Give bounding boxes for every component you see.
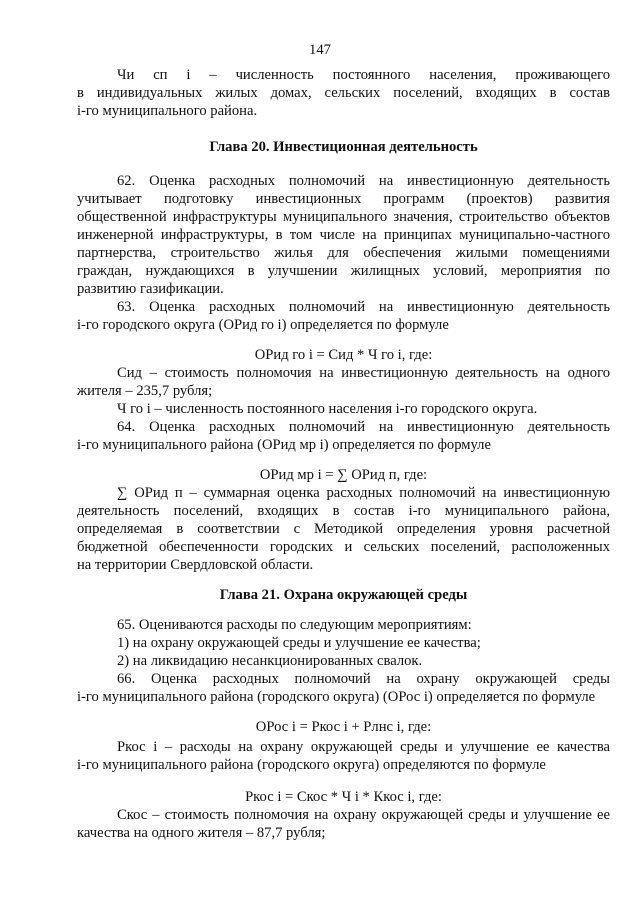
text-line: i-го муниципального района (городского округа) определяются по формуле: [77, 757, 546, 773]
text-line: Ч го i – численность постоянного населения i-го городского округа.: [117, 401, 538, 417]
page-number: 147: [309, 42, 331, 58]
text-line: Сид – стоимость полномочия на инвестиционную деятельность на одного: [117, 365, 610, 381]
formula: ОРид го i = Сид * Ч го i, где:: [254, 347, 433, 363]
text-line: граждан, нуждающихся в улучшении жилищных условий, мероприятия по: [77, 263, 610, 279]
text-line: 63. Оценка расходных полномочий на инвестиционную деятельность: [117, 299, 610, 315]
text-line: 2) на ликвидацию несанкционированных свалок.: [117, 653, 423, 669]
text-line: Ркос i – расходы на охрану окружающей среды и улучшение ее качества: [117, 739, 610, 755]
text-line: на территории Свердловской области.: [77, 557, 314, 573]
formula: Ркос i = Скос * Ч i * Ккос i, где:: [245, 789, 442, 805]
text-line: i-го муниципального района (ОРид мр i) определяется по формуле: [77, 437, 491, 453]
text-line: в индивидуальных жилых домах, сельских поселений, входящих в состав: [77, 85, 610, 101]
text-line: качества на одного жителя – 87,7 рубля;: [77, 825, 326, 841]
text-line: жителя – 235,7 рубля;: [77, 383, 213, 399]
text-line: учитывает подготовку инвестиционных программ (проектов) развития: [77, 191, 610, 207]
text-line: i-го муниципального района.: [77, 103, 258, 119]
text-line: Чи сп i – численность постоянного населения, проживающего: [117, 67, 610, 83]
text-line: 66. Оценка расходных полномочий на охрану окружающей среды: [117, 671, 610, 687]
text-line: 65. Оцениваются расходы по следующим мероприятиям:: [117, 617, 472, 633]
chapter-heading: Глава 21. Охрана окружающей среды: [219, 587, 468, 603]
text-line: Скос – стоимость полномочия на охрану окружающей среды и улучшение ее: [117, 807, 610, 823]
text-line: i-го городского округа (ОРид го i) определяется по формуле: [77, 317, 449, 333]
text-line: i-го муниципального района (городского округа) (ОРос i) определяется по формуле: [77, 689, 596, 705]
text-line: инженерной инфраструктуры, в том числе на принципах муниципально-частного: [77, 227, 610, 243]
formula: ОРос i = Ркос i + Рлнс i, где:: [255, 719, 432, 735]
chapter-heading: Глава 20. Инвестиционная деятельность: [209, 139, 478, 155]
text-line: определяемая в соответствии с Методикой определения уровня расчетной: [77, 521, 610, 537]
text-line: деятельность поселений, входящих в состав i-го муниципального района,: [77, 503, 610, 519]
text-line: 62. Оценка расходных полномочий на инвестиционную деятельность: [117, 173, 610, 189]
text-line: бюджетной обеспеченности городских и сельских поселений, расположенных: [77, 539, 610, 555]
text-line: развитию газификации.: [77, 281, 224, 297]
text-line: ∑ ОРид п – суммарная оценка расходных полномочий на инвестиционную: [117, 485, 610, 501]
text-line: партнерства, строительство жилья для обеспечения жилыми помещениями: [77, 245, 610, 261]
formula: ОРид мр i = ∑ ОРид п, где:: [259, 467, 428, 483]
text-line: 1) на охрану окружающей среды и улучшение ее качества;: [117, 635, 481, 651]
text-line: 64. Оценка расходных полномочий на инвестиционную деятельность: [117, 419, 610, 435]
text-line: общественной инфраструктуры муниципального значения, строительство объектов: [77, 209, 610, 225]
